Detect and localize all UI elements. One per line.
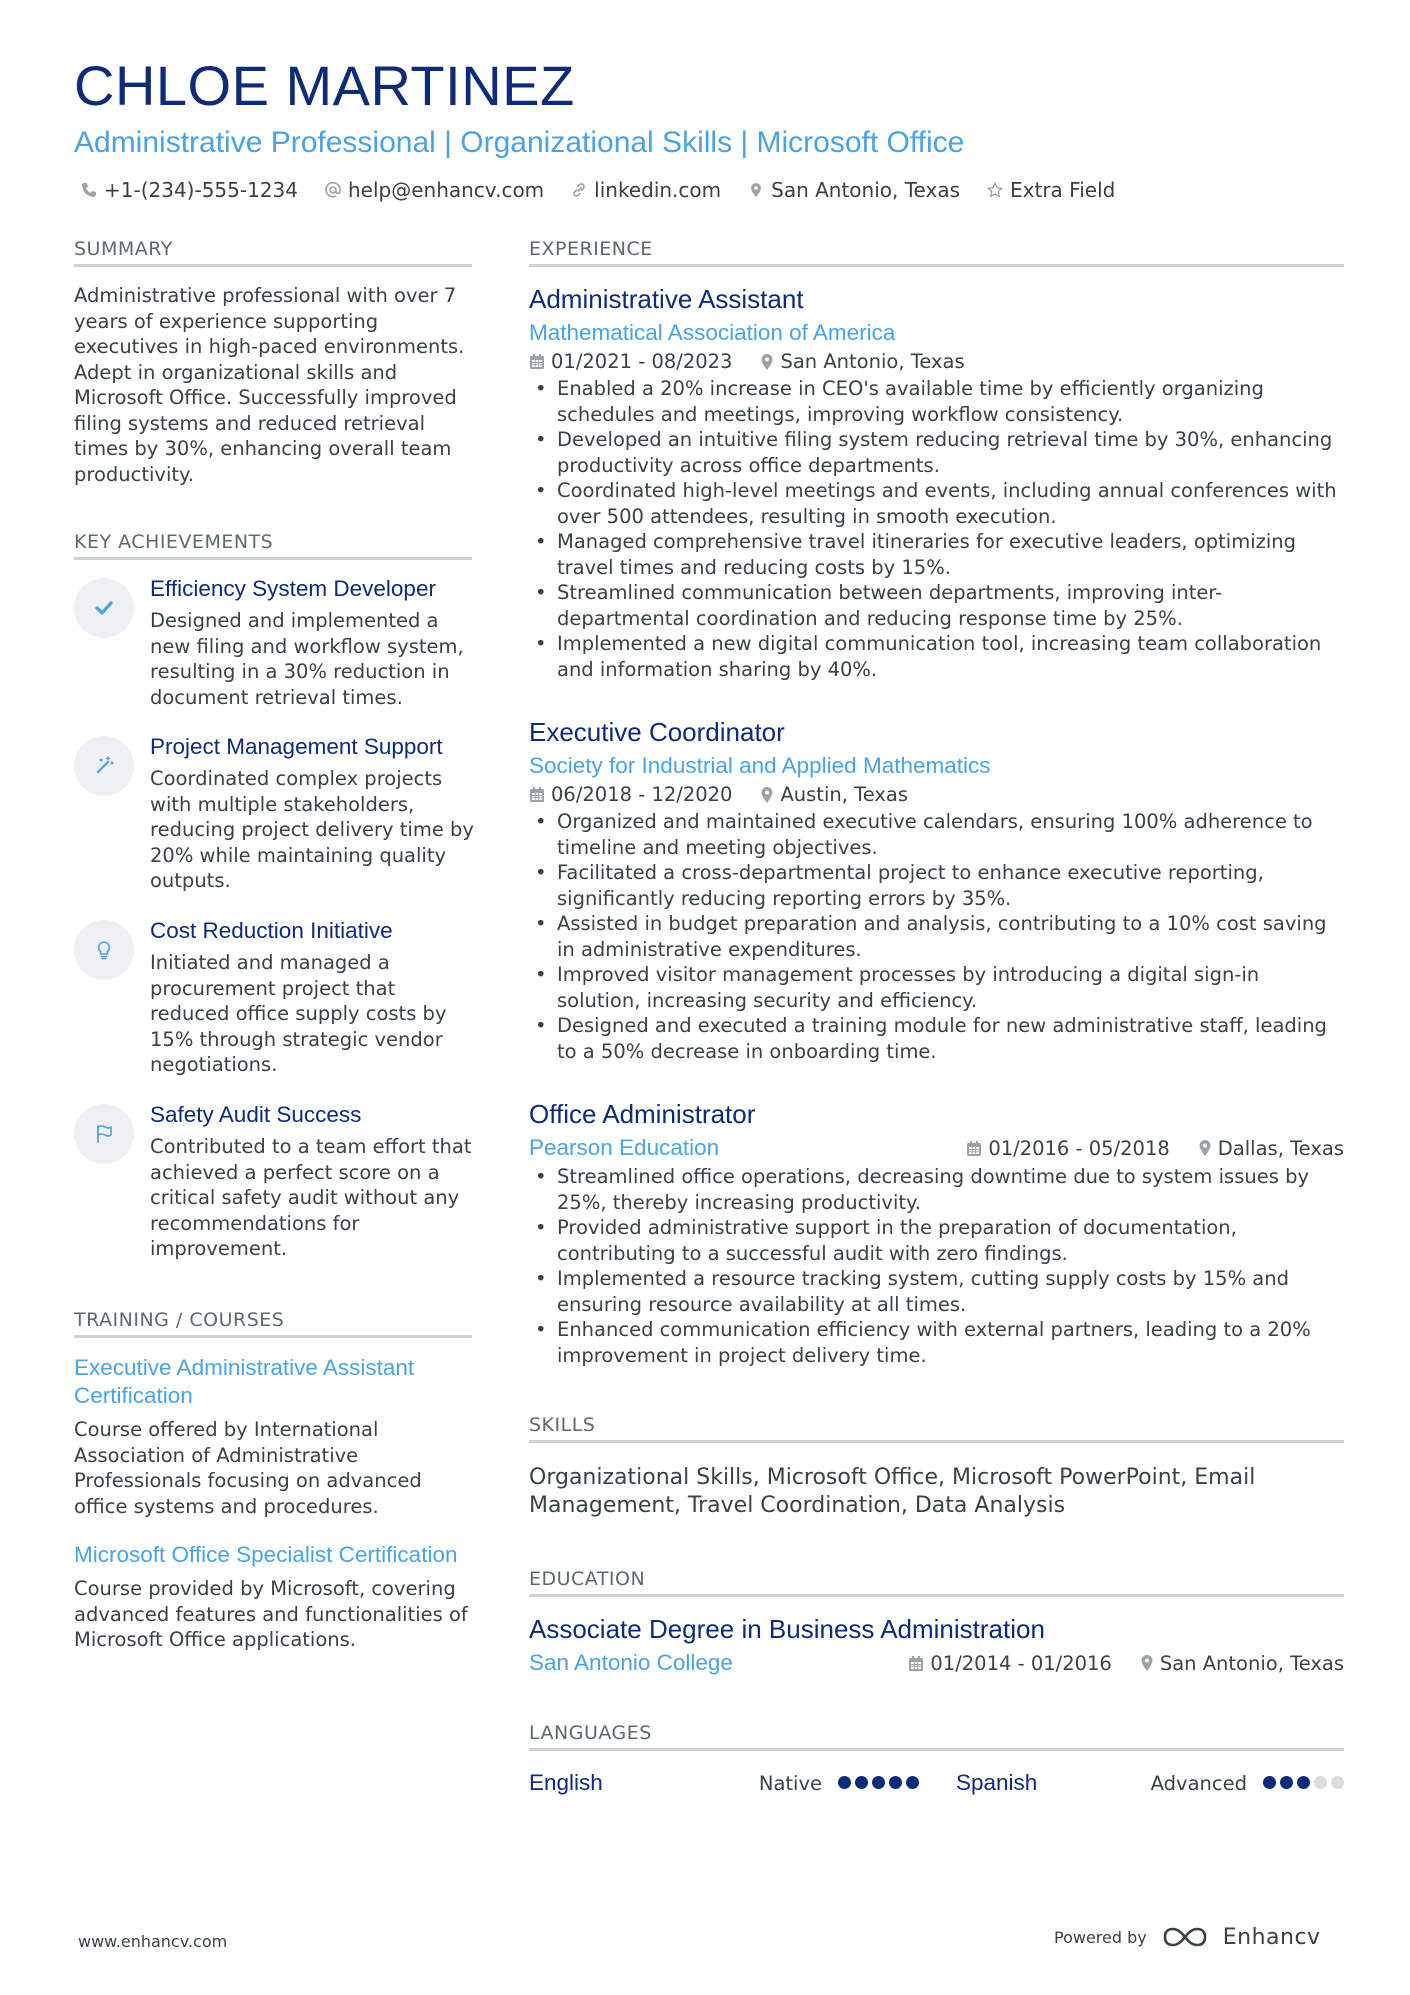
job-bullet: • Enabled a 20% increase in CEO's available time by efficiently organizing schedules and meetings, improving workflow consistency. xyxy=(557,376,1344,427)
job-bullets xyxy=(529,1164,1344,1368)
job-dates xyxy=(529,350,732,373)
powered-by-label: Powered by xyxy=(1054,1927,1147,1947)
contact-linkedin-text: linkedin.com xyxy=(594,178,722,202)
language-proficiency xyxy=(759,1772,919,1795)
job-dates xyxy=(529,783,732,806)
job-meta xyxy=(529,783,1344,806)
location-icon xyxy=(760,353,774,371)
job-company: Pearson Education xyxy=(529,1135,720,1160)
phone-icon xyxy=(80,181,98,199)
education-entry xyxy=(529,1614,1344,1676)
language-item xyxy=(529,1770,919,1796)
checkmark-icon xyxy=(91,595,117,621)
skills-divider xyxy=(529,1440,1344,1443)
job-location-text: San Antonio, Texas xyxy=(780,350,965,373)
job-bullet: • Streamlined office operations, decreasing downtime due to system issues by 25%, thereby increasing productivity. xyxy=(557,1164,1344,1215)
language-proficiency xyxy=(1151,1772,1344,1795)
location-icon xyxy=(747,181,765,199)
location-icon xyxy=(1198,1139,1212,1157)
rating-dot-filled xyxy=(1263,1776,1276,1789)
summary-text: Administrative professional with over 7 years of experience supporting executives in high-paced environments. Adept in organizational skills and Microsoft Office. Successfully improved filing systems and reduced retrieval times by 30%, enhancing overall team productivity. xyxy=(74,284,465,486)
job-title: Office Administrator xyxy=(529,1099,756,1129)
contact-phone-text: +1-(234)-555-1234 xyxy=(104,178,298,202)
rating-dot-filled xyxy=(906,1776,919,1789)
languages-divider xyxy=(529,1748,1344,1751)
language-name: Spanish xyxy=(956,1770,1038,1795)
job-entry xyxy=(529,717,1344,1064)
job-bullets xyxy=(529,376,1344,682)
job-location xyxy=(1198,1137,1344,1160)
brand-name: Enhancv xyxy=(1222,1924,1321,1950)
language-item xyxy=(956,1770,1344,1796)
footer-brand[interactable] xyxy=(1054,1924,1321,1950)
achievement-desc: Initiated and managed a procurement project that reduced office supply costs by 15% through strategic vendor negotiations. xyxy=(150,951,447,1076)
language-name: English xyxy=(529,1770,603,1795)
rating-dot-empty xyxy=(1314,1776,1327,1789)
skills-heading: SKILLS xyxy=(529,1414,596,1436)
contact-email-text: help@enhancv.com xyxy=(347,178,545,202)
job-bullets xyxy=(529,809,1344,1064)
contact-linkedin[interactable] xyxy=(570,178,721,202)
summary-heading: SUMMARY xyxy=(74,238,173,260)
achievement-title: Efficiency System Developer xyxy=(150,576,436,601)
achievement-desc: Designed and implemented a new filing and workflow system, resulting in a 30% reduction in document retrieval times. xyxy=(150,609,464,709)
achievement-item xyxy=(74,576,484,726)
job-bullet: • Managed comprehensive travel itineraries for executive leaders, optimizing travel times and reducing costs by 15%. xyxy=(557,529,1344,580)
lightbulb-icon xyxy=(91,937,117,963)
job-entry xyxy=(529,1099,1344,1368)
job-location-text: Austin, Texas xyxy=(780,783,909,806)
education-row xyxy=(529,1650,1344,1676)
education-heading: EDUCATION xyxy=(529,1568,646,1590)
job-bullet: • Developed an intuitive filing system reducing retrieval time by 30%, enhancing productivity across office departments. xyxy=(557,427,1344,478)
languages-heading: LANGUAGES xyxy=(529,1722,652,1744)
training-heading: TRAINING / COURSES xyxy=(74,1309,285,1331)
calendar-icon xyxy=(529,353,545,370)
job-dates-text: 01/2021 - 08/2023 xyxy=(551,350,733,373)
job-bullet: • Streamlined communication between departments, improving inter-departmental coordination and reducing response time by 25%. xyxy=(557,580,1344,631)
education-dates-text: 01/2014 - 01/2016 xyxy=(930,1651,1112,1675)
contact-email[interactable] xyxy=(324,178,544,202)
job-bullet: • Designed and executed a training module for new administrative staff, leading to a 50% decrease in onboarding time. xyxy=(557,1013,1344,1064)
rating-dot-filled xyxy=(889,1776,902,1789)
job-meta xyxy=(966,1137,1344,1160)
contact-extra-text: Extra Field xyxy=(1010,178,1116,202)
rating-dot-empty xyxy=(1331,1776,1344,1789)
job-bullet: • Facilitated a cross-departmental project to enhance executive reporting, significantly reducing reporting errors by 35%. xyxy=(557,860,1344,911)
footer-website[interactable]: www.enhancv.com xyxy=(78,1932,228,1951)
job-bullet: • Coordinated high-level meetings and events, including annual conferences with over 500 attendees, resulting in smooth execution. xyxy=(557,478,1344,529)
course-title: Microsoft Office Specialist Certification xyxy=(74,1542,458,1567)
course-desc: Course offered by International Association of Administrative Professionals focusing on advanced office systems and procedures. xyxy=(74,1418,422,1518)
contact-bar xyxy=(80,178,1115,202)
contact-phone[interactable] xyxy=(80,178,298,202)
job-bullet: • Implemented a resource tracking system, cutting supply costs by 15% and ensuring resource availability at all times. xyxy=(557,1266,1344,1317)
achievement-icon-circle xyxy=(74,736,134,796)
language-level: Advanced xyxy=(1150,1771,1247,1795)
calendar-icon xyxy=(529,786,545,803)
job-bullet: • Organized and maintained executive calendars, ensuring 100% adherence to timeline and meeting objectives. xyxy=(557,809,1344,860)
job-title: Administrative Assistant xyxy=(529,284,804,314)
candidate-name: CHLOE MARTINEZ xyxy=(74,54,575,117)
link-icon xyxy=(570,181,588,199)
calendar-icon xyxy=(966,1140,982,1157)
job-meta xyxy=(529,350,1344,373)
at-icon xyxy=(324,181,342,199)
job-dates-text: 01/2016 - 05/2018 xyxy=(988,1136,1170,1160)
experience-divider xyxy=(529,264,1344,267)
job-entry xyxy=(529,284,1344,682)
enhancv-logo-icon xyxy=(1161,1924,1209,1950)
job-company-row xyxy=(529,1135,1344,1161)
training-divider xyxy=(74,1335,472,1338)
language-rating xyxy=(1259,1774,1344,1793)
job-bullet: • Implemented a new digital communication tool, increasing team collaboration and information sharing by 40%. xyxy=(557,631,1344,682)
rating-dot-filled xyxy=(855,1776,868,1789)
location-icon xyxy=(760,786,774,804)
rating-dot-filled xyxy=(1297,1776,1310,1789)
achievement-icon-circle xyxy=(74,920,134,980)
achievement-icon-circle xyxy=(74,578,134,638)
course-desc: Course provided by Microsoft, covering advanced features and functionalities of Microsoft Office applications. xyxy=(74,1577,468,1651)
education-location-text: San Antonio, Texas xyxy=(1159,1651,1344,1675)
flag-icon xyxy=(91,1121,117,1147)
achievements-divider xyxy=(74,557,472,560)
education-degree: Associate Degree in Business Administration xyxy=(529,1614,1045,1644)
achievement-item xyxy=(74,1102,484,1272)
job-bullet: • Assisted in budget preparation and analysis, contributing to a 10% cost saving in administrative expenditures. xyxy=(557,911,1344,962)
job-bullet: • Enhanced communication efficiency with external partners, leading to a 20% improvement in project delivery time. xyxy=(557,1317,1344,1368)
job-title: Executive Coordinator xyxy=(529,717,785,747)
job-location xyxy=(760,350,964,373)
course-title: Executive Administrative Assistant Certification xyxy=(74,1355,415,1408)
achievement-item xyxy=(74,734,484,904)
achievement-title: Cost Reduction Initiative xyxy=(150,918,393,943)
job-company: Society for Industrial and Applied Mathematics xyxy=(529,753,991,778)
contact-location-text: San Antonio, Texas xyxy=(771,178,961,202)
achievement-desc: Contributed to a team effort that achieved a perfect score on a critical safety audit without any recommendations for improvement. xyxy=(150,1135,472,1260)
education-dates xyxy=(908,1652,1111,1675)
rating-dot-filled xyxy=(838,1776,851,1789)
contact-extra xyxy=(986,178,1115,202)
achievements-heading: KEY ACHIEVEMENTS xyxy=(74,531,274,553)
rating-dot-filled xyxy=(1280,1776,1293,1789)
course-item xyxy=(74,1354,474,1519)
achievement-title: Project Management Support xyxy=(150,734,443,759)
location-icon xyxy=(1140,1654,1154,1672)
summary-divider xyxy=(74,264,472,267)
course-item xyxy=(74,1541,474,1653)
job-company: Mathematical Association of America xyxy=(529,320,896,345)
magic-wand-icon xyxy=(91,753,117,779)
education-meta xyxy=(908,1652,1344,1675)
experience-heading: EXPERIENCE xyxy=(529,238,653,260)
job-dates xyxy=(966,1137,1169,1160)
achievement-title: Safety Audit Success xyxy=(150,1102,362,1127)
calendar-icon xyxy=(908,1655,924,1672)
language-level: Native xyxy=(758,1771,822,1795)
achievement-desc: Coordinated complex projects with multiple stakeholders, reducing project delivery time by 20% while maintaining quality outputs. xyxy=(150,767,474,892)
job-location xyxy=(760,783,908,806)
rating-dot-filled xyxy=(872,1776,885,1789)
education-divider xyxy=(529,1594,1344,1597)
job-location-text: Dallas, Texas xyxy=(1217,1136,1344,1160)
education-school: San Antonio College xyxy=(529,1650,733,1675)
achievement-icon-circle xyxy=(74,1104,134,1164)
education-location xyxy=(1140,1652,1344,1675)
contact-location xyxy=(747,178,960,202)
job-bullet: • Provided administrative support in the preparation of documentation, contributing to a successful audit with zero findings. xyxy=(557,1215,1344,1266)
job-bullet: • Improved visitor management processes by introducing a digital sign-in solution, increasing security and efficiency. xyxy=(557,962,1344,1013)
star-icon xyxy=(986,181,1004,199)
skills-text: Organizational Skills, Microsoft Office, Microsoft PowerPoint, Email Management, Travel Coordination, Data Analysis xyxy=(529,1465,1256,1518)
headline: Administrative Professional | Organizational Skills | Microsoft Office xyxy=(74,126,965,159)
language-rating xyxy=(834,1774,919,1793)
job-dates-text: 06/2018 - 12/2020 xyxy=(551,783,733,806)
achievement-item xyxy=(74,918,484,1088)
